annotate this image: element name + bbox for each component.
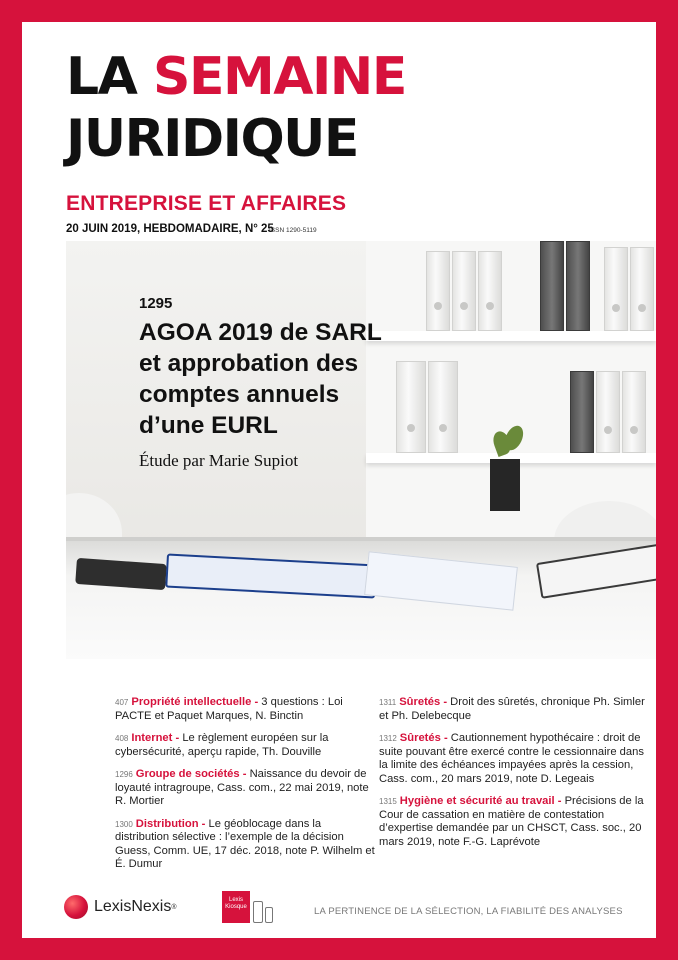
publisher-name: LexisNexis: [94, 898, 172, 915]
toc-item[interactable]: [115, 768, 377, 809]
masthead-semaine: SEMAINE: [153, 47, 406, 107]
article-number: 1295: [139, 295, 173, 312]
article-title-line: AGOA 2019 de SARL: [139, 319, 382, 346]
binder: [540, 241, 564, 331]
toc-text: Droit des sûretés, chronique Ph. Simler et Ph. Delebecque: [379, 696, 645, 722]
masthead-juridique: JURIDIQUE: [66, 109, 358, 169]
article-title-line: et approbation des: [139, 350, 359, 377]
toc-item[interactable]: [115, 818, 377, 872]
toc-rubric: Sûretés -: [399, 696, 448, 708]
kiosque-label: Kiosque: [225, 904, 247, 910]
toc-text: Le géoblocage dans la distribution sélective : l’exemple de la décision Guess, Comm. UE, 17 déc. 2018, note P. Wilhelm et É. Dumur: [115, 817, 375, 870]
toc-number: 1296: [115, 770, 133, 779]
article-author: Étude par Marie Supiot: [139, 451, 299, 470]
toc-text: Naissance du devoir de loyauté intragroupe, Cass. com., 22 mai 2019, note R. Mortier: [115, 768, 369, 807]
article-title: [139, 317, 439, 441]
toc-item[interactable]: [115, 732, 377, 759]
toc-left-column: [115, 696, 377, 881]
edition-subtitle: ENTREPRISE ET AFFAIRES: [66, 192, 347, 215]
kiosque-badge: [222, 891, 273, 923]
cover-page: [22, 22, 656, 938]
toc-rubric: Distribution -: [135, 817, 206, 830]
toc-right-column: [379, 696, 647, 858]
binder: [604, 247, 628, 331]
toc-number: 407: [115, 698, 129, 707]
toc-text: Le règlement européen sur la cybersécurité, aperçu rapide, Th. Douville: [115, 732, 329, 758]
masthead-line-1: [66, 48, 406, 106]
toc-item[interactable]: [379, 795, 647, 849]
toc-number: 408: [115, 734, 129, 743]
toc-rubric: Groupe de sociétés -: [135, 768, 247, 780]
toc-number: 1300: [115, 819, 133, 829]
toc-number: 1311: [379, 698, 397, 707]
kiosque-label: Lexis: [228, 897, 243, 903]
phone-icon: [265, 907, 273, 923]
tablet-icon: [253, 901, 263, 923]
lexis-kiosque-icon: [222, 891, 250, 923]
masthead-la: LA: [66, 47, 137, 107]
registered-mark: ®: [171, 903, 177, 911]
article-title-line: comptes annuels: [139, 381, 340, 408]
toc-text: Cautionnement hypothécaire : droit de suite pouvant être exercé contre le cessionnaire dans la limite des échéances impayées après la cession, Cass. com., 20 mars 2019, note D. Legeais: [379, 732, 644, 785]
lexisnexis-globe-icon: [64, 895, 88, 919]
toc-rubric: Hygiène et sécurité au travail -: [399, 795, 562, 807]
toc-text: 3 questions : Loi PACTE et Paquet Marques, N. Binctin: [115, 696, 343, 722]
cover-photo: [66, 241, 656, 659]
toc-number: 1315: [379, 797, 397, 806]
binder: [622, 371, 646, 453]
binder: [570, 371, 594, 453]
binder: [596, 371, 620, 453]
issn: ISSN 1290-5119: [269, 227, 317, 234]
toc-rubric: Internet -: [131, 732, 180, 744]
toc-rubric: Propriété intellectuelle -: [131, 696, 259, 708]
binder: [452, 251, 476, 331]
binder: [478, 251, 502, 331]
tagline: LA PERTINENCE DE LA SÉLECTION, LA FIABILITÉ DES ANALYSES: [314, 906, 623, 917]
toc-item[interactable]: [379, 696, 647, 723]
toc-item[interactable]: [115, 696, 377, 723]
publisher-logo: [64, 895, 177, 919]
article-title-line: d’une EURL: [139, 412, 278, 439]
toc-text: Précisions de la Cour de cassation en matière de contestation d’expertise demandée par un CHSCT, Cass. soc., 20 mars 2019, note F.-G. Laprévote: [379, 795, 644, 848]
binder: [566, 241, 590, 331]
issue-date: 20 JUIN 2019, HEBDOMADAIRE, N° 25: [66, 223, 274, 235]
binder: [630, 247, 654, 331]
plant-pot: [490, 459, 520, 511]
toc-rubric: Sûretés -: [399, 732, 448, 744]
toc-number: 1312: [379, 734, 397, 743]
toc-item[interactable]: [379, 732, 647, 786]
